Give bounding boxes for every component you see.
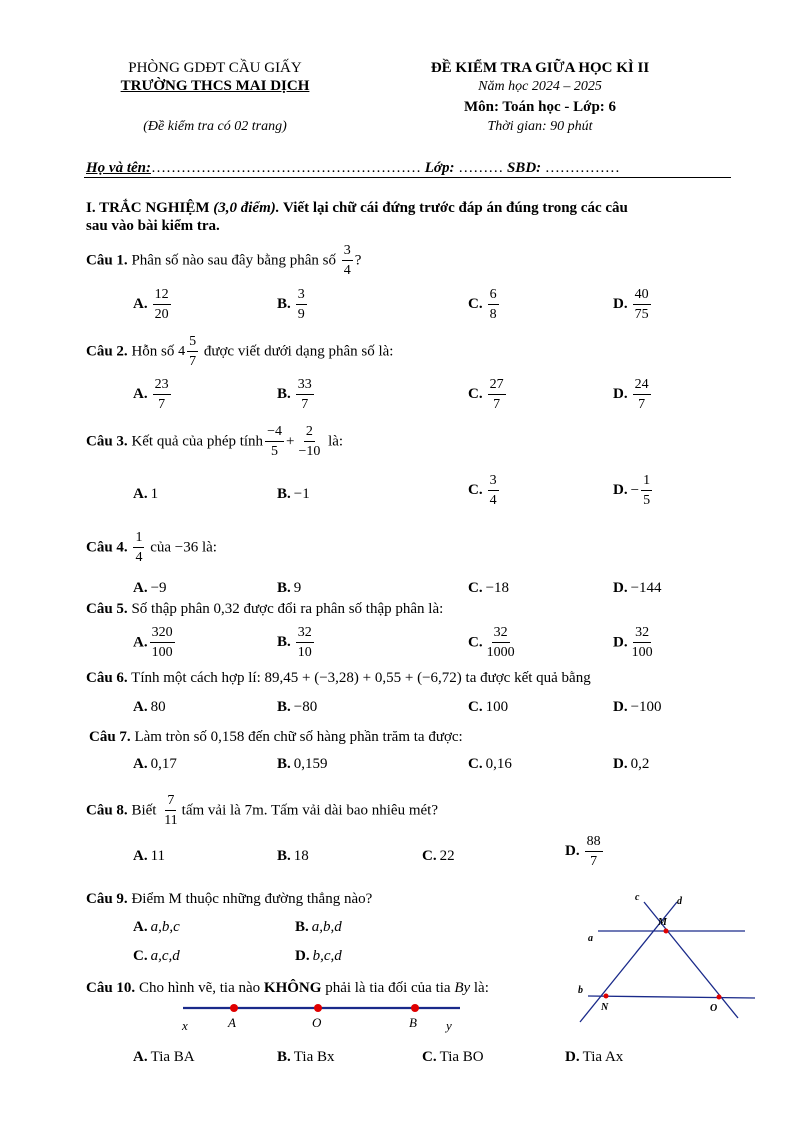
question-2: Câu 2. Hỗn số 4 $\frac{5}{7}$ được viết dưới dạng phân số là: xyxy=(86,334,394,370)
q4-option-b[interactable]: B. 9 xyxy=(277,580,302,596)
q5-option-a[interactable]: A. $\frac{320}{100}$ xyxy=(133,625,173,661)
section-points: (3,0 điểm). xyxy=(213,200,280,216)
label-b-line: b xyxy=(578,985,583,996)
label-y: y xyxy=(446,1018,452,1033)
q2-fraction: $\frac{5}{7}$ xyxy=(189,334,197,370)
q10-ray: By xyxy=(454,980,471,996)
q1-label: Câu 1. xyxy=(86,252,128,269)
q6-label: Câu 6. xyxy=(86,670,128,686)
q1-option-c[interactable]: C. $\frac{6}{8}$ xyxy=(468,287,497,323)
q7-text: Làm tròn số 0,158 đến chữ số hàng phần trăm ta được: xyxy=(134,729,463,745)
q3-option-b[interactable]: B. −1 xyxy=(277,486,310,502)
q9-triangle-figure xyxy=(570,888,760,1028)
q6-option-d[interactable]: D. −100 xyxy=(613,699,662,715)
q5-text: Số thập phân 0,32 được đổi ra phân số thập phân là: xyxy=(131,601,444,617)
q10-option-b[interactable]: B. Tia Bx xyxy=(277,1049,335,1065)
q3-fraction-1: $\frac{-4}{5}$ xyxy=(267,424,282,460)
school-year: Năm học 2024 – 2025 xyxy=(478,79,602,94)
q9-option-a[interactable]: A. a,b,c xyxy=(133,919,180,935)
section-instruction-1: Viết lại chữ cái đứng trước đáp án đúng trong các câu xyxy=(282,200,628,216)
label-x: x xyxy=(182,1018,188,1033)
q2-text: Hỗn số xyxy=(131,343,175,360)
section-title xyxy=(86,200,628,217)
q4-option-d[interactable]: D. −144 xyxy=(613,580,662,596)
q9-option-d[interactable]: D. b,c,d xyxy=(295,948,342,964)
q3-option-d[interactable]: D. − $\frac{1}{5}$ xyxy=(613,473,651,509)
q7-option-a[interactable]: A. 0,17 xyxy=(133,756,177,772)
label-n: N xyxy=(601,1002,609,1013)
label-c: c xyxy=(635,892,640,903)
q8-option-b[interactable]: B. 18 xyxy=(277,848,309,864)
q8-label: Câu 8. xyxy=(86,802,128,819)
q3-option-a[interactable]: A. 1 xyxy=(133,486,159,502)
q3-option-c[interactable]: C. $\frac{3}{4}$ xyxy=(468,473,497,509)
q10-option-d[interactable]: D. Tia Ax xyxy=(565,1049,624,1065)
question-7 xyxy=(89,729,463,746)
name-label: Họ và tên: xyxy=(86,160,151,176)
question-9 xyxy=(86,891,372,908)
q10-label: Câu 10. xyxy=(86,980,136,996)
q6-option-b[interactable]: B. −80 xyxy=(277,699,318,715)
point-m xyxy=(664,929,669,934)
q1-option-d[interactable]: D. $\frac{40}{75}$ xyxy=(613,287,649,323)
q7-option-c[interactable]: C. 0,16 xyxy=(468,756,512,772)
question-4: Câu 4. $\frac{1}{4}$ của −36 là: xyxy=(86,530,217,566)
school-name: TRƯỜNG THCS MAI DỊCH xyxy=(120,78,310,94)
pages-note: (Đề kiểm tra có 02 trang) xyxy=(143,119,287,134)
section-heading: I. TRẮC NGHIỆM xyxy=(86,200,210,216)
q4-fraction: $\frac{1}{4}$ xyxy=(135,530,143,566)
header-divider xyxy=(84,177,731,178)
label-o: O xyxy=(312,1015,322,1030)
q10-emphasis: KHÔNG xyxy=(263,980,322,996)
q9-option-c[interactable]: C. a,c,d xyxy=(133,948,180,964)
q9-label: Câu 9. xyxy=(86,891,128,907)
q10-option-c[interactable]: C. Tia BO xyxy=(422,1049,484,1065)
name-dots: ……………………………………………… xyxy=(151,160,421,176)
question-3: Câu 3. Kết quả của phép tính $\frac{-4}{5}$ + $\frac{2}{-10}$ là: xyxy=(86,424,344,460)
q9-option-b[interactable]: B. a,b,d xyxy=(295,919,342,935)
q6-option-a[interactable]: A. 80 xyxy=(133,699,166,715)
q1-option-a[interactable]: A. $\frac{12}{20}$ xyxy=(133,287,169,323)
q5-option-c[interactable]: C. $\frac{32}{1000}$ xyxy=(468,625,515,661)
q2-option-d[interactable]: D. $\frac{24}{7}$ xyxy=(613,377,649,413)
q8-text: Biết xyxy=(131,802,157,819)
q10-option-a[interactable]: A. Tia BA xyxy=(133,1049,195,1065)
section-instruction-2: sau vào bài kiểm tra. xyxy=(86,218,220,234)
student-info-line xyxy=(86,160,620,177)
sbd-dots: …………… xyxy=(544,160,620,176)
q2-option-c[interactable]: C. $\frac{27}{7}$ xyxy=(468,377,504,413)
q8-option-a[interactable]: A. 11 xyxy=(133,848,166,864)
q2-option-b[interactable]: B. $\frac{33}{7}$ xyxy=(277,377,312,413)
q4-label: Câu 4. xyxy=(86,539,128,556)
question-8: Câu 8. Biết $\frac{7}{11}$ tấm vải là 7m. Tấm vải dài bao nhiêu mét? xyxy=(86,793,438,829)
q5-label: Câu 5. xyxy=(86,601,128,617)
point-o-triangle xyxy=(717,995,722,1000)
line-b xyxy=(588,996,755,998)
q1-option-b[interactable]: B. $\frac{3}{9}$ xyxy=(277,287,305,323)
q8-option-c[interactable]: C. 22 xyxy=(422,848,455,864)
q5-option-d[interactable]: D. $\frac{32}{100}$ xyxy=(613,625,653,661)
q10-text-1: Cho hình vẽ, tia nào xyxy=(138,980,261,996)
q3-text: Kết quả của phép tính xyxy=(131,433,264,450)
q10-text-2: phải là tia đối của tia xyxy=(325,980,451,996)
class-dots: ……… xyxy=(458,160,504,176)
exam-title: ĐỀ KIỂM TRA GIỮA HỌC KÌ II xyxy=(430,60,650,76)
question-6 xyxy=(86,670,591,687)
point-b xyxy=(411,1004,419,1012)
label-a: A xyxy=(228,1015,236,1030)
question-1: Câu 1. Phân số nào sau đây bằng phân số $\frac{3}{4}$ ? xyxy=(86,243,362,279)
q1-text: Phân số nào sau đây bằng phân số xyxy=(131,252,336,269)
q10-line-figure xyxy=(175,998,475,1038)
q4-option-c[interactable]: C. −18 xyxy=(468,580,510,596)
q3-label: Câu 3. xyxy=(86,433,128,450)
q9-text: Điểm M thuộc những đường thẳng nào? xyxy=(131,891,373,907)
point-a xyxy=(230,1004,238,1012)
q2-option-a[interactable]: A. $\frac{23}{7}$ xyxy=(133,377,169,413)
point-o xyxy=(314,1004,322,1012)
exam-duration: Thời gian: 90 phút xyxy=(487,119,593,134)
q1-fraction: $\frac{3}{4}$ xyxy=(343,243,351,279)
q2-mixed-whole: 4 xyxy=(178,343,186,359)
q7-label: Câu 7. xyxy=(89,729,131,745)
question-5 xyxy=(86,601,443,618)
sbd-label: SBD: xyxy=(506,160,542,176)
q7-option-b[interactable]: B. 0,159 xyxy=(277,756,328,772)
q7-option-d[interactable]: D. 0,2 xyxy=(613,756,650,772)
q6-option-c[interactable]: C. 100 xyxy=(468,699,509,715)
label-o-triangle: O xyxy=(710,1003,718,1014)
q5-option-b[interactable]: B. $\frac{32}{10}$ xyxy=(277,625,312,661)
label-a-line: a xyxy=(588,933,593,944)
class-label: Lớp: xyxy=(424,160,455,176)
q4-option-a[interactable]: A. −9 xyxy=(133,580,167,596)
q2-label: Câu 2. xyxy=(86,343,128,360)
subject-grade: Môn: Toán học - Lớp: 6 xyxy=(463,99,617,115)
label-m: M xyxy=(658,917,667,928)
label-b: B xyxy=(409,1015,417,1030)
point-n xyxy=(604,994,609,999)
q8-option-d[interactable]: D. $\frac{88}{7}$ xyxy=(565,834,601,870)
q3-fraction-2: $\frac{2}{-10}$ xyxy=(298,424,321,460)
question-10: Câu 10. Cho hình vẽ, tia nào KHÔNG phải là tia đối của tia By là: xyxy=(86,980,489,996)
label-d: d xyxy=(677,896,682,907)
q8-fraction: $\frac{7}{11}$ xyxy=(164,793,178,829)
department-name: PHÒNG GDĐT CẦU GIẤY xyxy=(128,60,302,76)
q6-text: Tính một cách hợp lí: 89,45 + (−3,28) + 0,55 + (−6,72) ta được kết quả bằng xyxy=(131,670,591,686)
